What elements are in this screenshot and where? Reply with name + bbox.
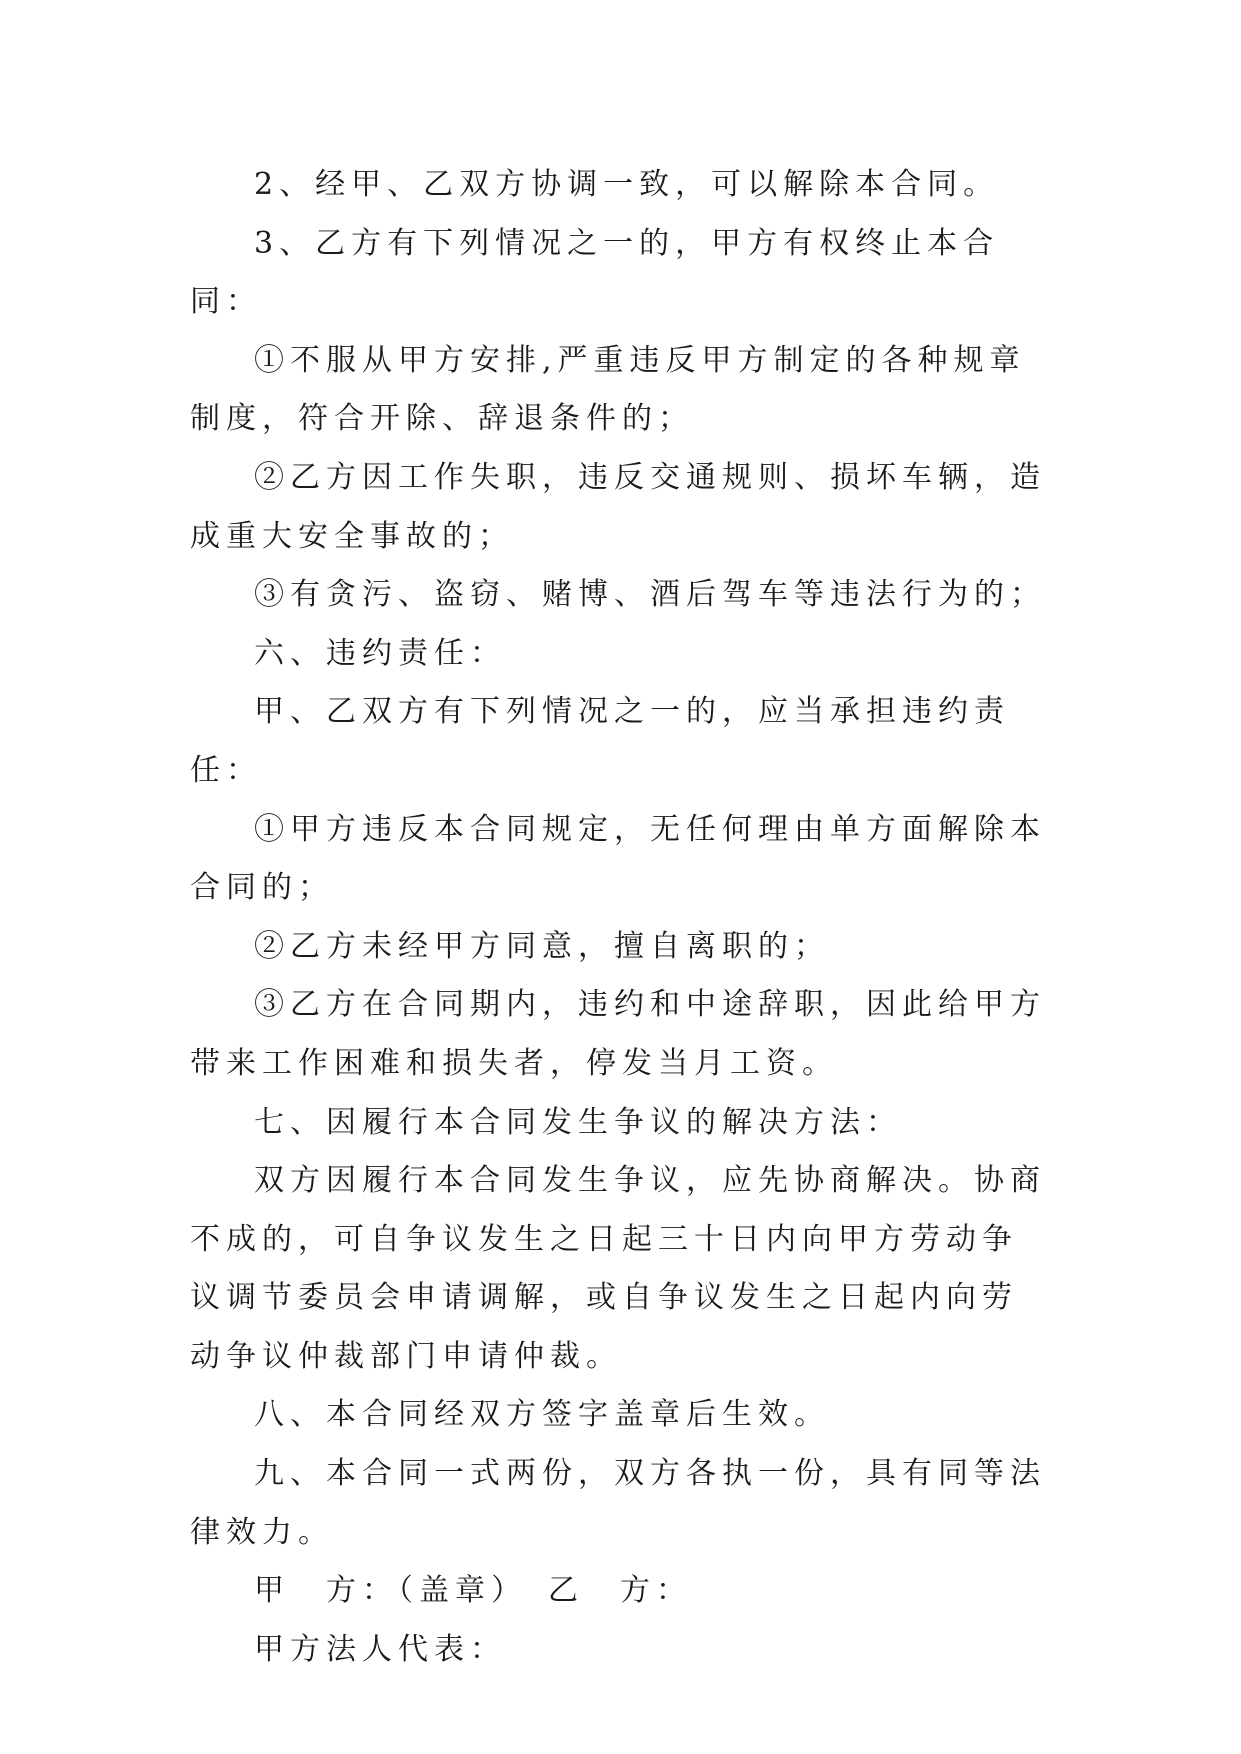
section-7-body: 双方因履行本合同发生争议，应先协商解决。协商不成的，可自争议发生之日起三十日内向甲方劳动争议调节委员会申请调解，或自争议发生之日起内向劳动争议仲裁部门申请仲裁。 <box>190 1163 1046 1374</box>
signature-parties: 甲 方：（盖章） 乙 方： <box>254 1573 692 1609</box>
document-body <box>190 156 1050 1679</box>
section-9: 九、本合同一式两份，双方各执一份，具有同等法律效力。 <box>190 1456 1046 1550</box>
section-6-item-2: ②乙方未经甲方同意，擅自离职的； <box>254 928 830 964</box>
section-6-intro: 甲、乙双方有下列情况之一的，应当承担违约责任： <box>190 694 1010 788</box>
clause-2: 2、经甲、乙双方协调一致，可以解除本合同。 <box>254 167 1000 202</box>
clause-3-item-1: ①不服从甲方安排,严重违反甲方制定的各种规章制度，符合开除、辞退条件的； <box>190 342 1026 437</box>
section-6-item-1: ①甲方违反本合同规定，无任何理由单方面解除本合同的； <box>190 811 1046 906</box>
section-6-heading: 六、违约责任： <box>254 635 506 671</box>
clause-3: 3、乙方有下列情况之一的，甲方有权终止本合同： <box>190 225 1000 320</box>
section-7-heading: 七、因履行本合同发生争议的解决方法： <box>254 1104 902 1140</box>
section-6-item-3: ③乙方在合同期内，违约和中途辞职，因此给甲方带来工作困难和损失者，停发当月工资。 <box>190 987 1046 1081</box>
clause-3-item-2: ②乙方因工作失职，违反交通规则、损坏车辆，造成重大安全事故的； <box>190 459 1046 554</box>
clause-3-item-3: ③有贪污、盗窃、赌博、酒后驾车等违法行为的； <box>254 577 1046 613</box>
legal-representative: 甲方法人代表： <box>254 1631 506 1667</box>
section-8: 八、本合同经双方签字盖章后生效。 <box>254 1397 830 1433</box>
